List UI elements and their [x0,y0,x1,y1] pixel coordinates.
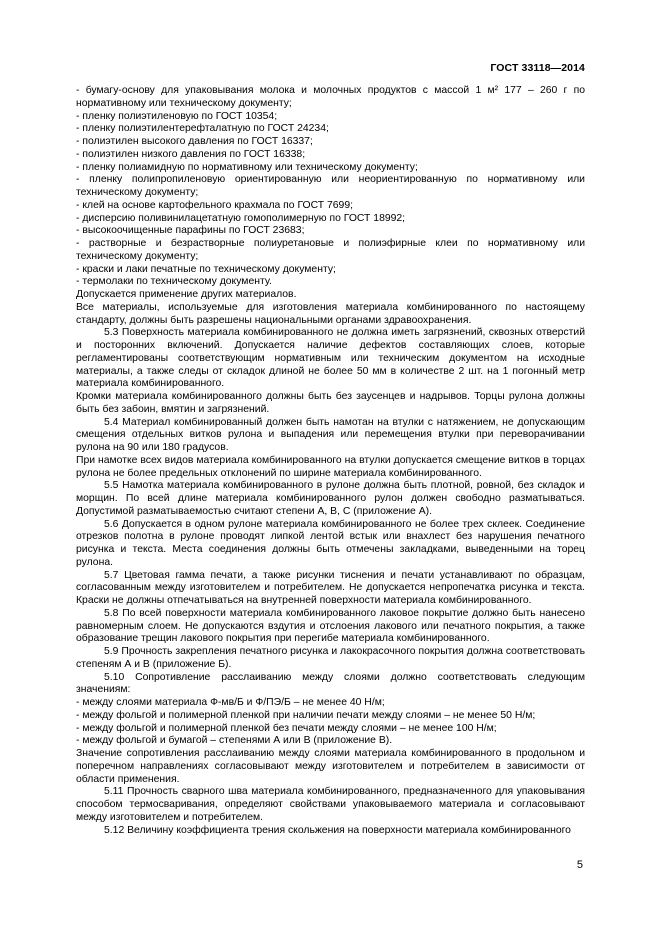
list-item: - пленку полипропиленовую ориентированную или неориентированную по нормативному или техническому документу; [76,174,585,198]
section-5-4: 5.4 Материал комбинированный должен быть намотан на втулки с натяжением, не допускающим смещения отдельных витков рулона и выпадения или перемещения втулки при переворачивании рулона на 90 или 180 градусов. [76,416,585,453]
list-item: - между фольгой и бумагой – степенями А или В (приложение В). [76,735,393,747]
list-item: - дисперсию поливинилацетатную гомополимерную по ГОСТ 18992; [76,212,406,224]
section-5-6: 5.6 Допускается в одном рулоне материала комбинированного не более трех склеек. Соединение отрезков полотна в рулоне проводят липкой лентой встык или внахлест без нарушения печатного рисунка и текста. Места соединения должны быть отмечены закладками, выведенными на торец рулона. [76,518,585,568]
section-5-3: 5.3 Поверхность материала комбинированного не должна иметь загрязнений, сквозных отверстий и посторонних включений. Допускается наличие дефектов составляющих слоев, которые регламентированы соответствующим нормативным или техническим документом на исходные материалы, а также следы от складок длиной не более 50 мм в количестве 2 шт. на 1 погонный метр материала комбинированного. [76,327,585,390]
paragraph: Кромки материала комбинированного должны быть без заусенцев и надрывов. Торцы рулона должны быть без забоин, вмятин и загрязнений. [76,391,585,415]
section-5-11: 5.11 Прочность сварного шва материала комбинированного, предназначенного для упаковывания способом термосваривания, определяют свойствами упаковываемого материала и согласовывают между изготовителем и потребителем. [76,786,585,823]
section-5-10: 5.10 Сопротивление расслаиванию между слоями должно соответствовать следующим значениям: [76,671,585,696]
list-item: - между слоями материала Ф-мв/Б и Ф/ПЭ/Б – не менее 40 Н/м; [76,697,385,708]
paragraph: Значение сопротивления расслаиванию между слоями материала комбинированного в продольном и поперечном направлениях согласовывают между изготовителем и потребителем в зависимости от области применения. [76,748,585,785]
paragraph: Все материалы, используемые для изготовления материала комбинированного по настоящему стандарту, должны быть разрешены национальными органами здравоохранения. [76,301,585,326]
list-item: - бумагу-основу для упаковывания молока и молочных продуктов с массой 1 м² 177 – 260 г по нормативному или техническому документу; [76,85,585,109]
list-item: - высокоочищенные парафины по ГОСТ 23683; [76,225,305,237]
list-item: - термолаки по техническому документу. [76,276,272,288]
section-5-7: 5.7 Цветовая гамма печати, а также рисунки тиснения и печати устанавливают по образцам, согласованным между изготовителем и потребителем. Не допускается непропечатка рисунка и текста. Краски не должны отпечатываться на внутренней поверхности материала комбинированного. [76,569,585,606]
document-body [76,85,585,837]
section-5-5: 5.5 Намотка материала комбинированного в рулоне должна быть плотной, ровной, без складок и морщин. По всей длине материала комбинированного рулон должен свободно разматываться. Допустимой разматываемостью считают степени А, В, С (приложение А). [76,480,585,517]
list-item: - полиэтилен высокого давления по ГОСТ 16337; [76,136,313,147]
section-5-8: 5.8 По всей поверхности материала комбинированного лаковое покрытие должно быть нанесено равномерным слоем. Не допускаются вздутия и отслоения лакового или печатного покрытия, а также образование трещин лакового покрытия при перегибе материала комбинированного. [76,607,585,645]
paragraph: При намотке всех видов материала комбинированного на втулки допускается смещение витков в торцах рулона не более предельных отклонений по ширине материала комбинированного. [76,454,585,479]
list-item: - полиэтилен низкого давления по ГОСТ 16338; [76,148,306,160]
paragraph: Допускается применение других материалов. [76,289,297,300]
list-item: - растворные и безрастворные полиуретановые и полиэфирные клеи по нормативному или техническому документу; [76,238,585,262]
list-item: - пленку полиэтилентерефталатную по ГОСТ 24234; [76,123,329,135]
section-5-12: 5.12 Величину коэффициента трения скольжения на поверхности материала комбинированного [104,824,571,836]
list-item: - пленку полиэтиленовую по ГОСТ 10354; [76,110,278,122]
list-item: - клей на основе картофельного крахмала по ГОСТ 7699; [76,199,353,211]
list-item: - пленку полиамидную по нормативному или техническому документу; [76,161,418,173]
list-item: - между фольгой и полимерной пленкой при наличии печати между слоями – не менее 50 Н/м; [76,709,536,721]
page-number: 5 [576,859,583,871]
document-header: ГОСТ 33118—2014 [490,62,585,74]
list-item: - между фольгой и полимерной пленкой без печати между слоями – не менее 100 Н/м; [76,722,497,734]
section-5-9: 5.9 Прочность закрепления печатного рисунка и лакокрасочного покрытия должна соответствовать степеням А и В (приложение Б). [76,646,585,670]
list-item: - краски и лаки печатные по техническому документу; [76,263,336,275]
